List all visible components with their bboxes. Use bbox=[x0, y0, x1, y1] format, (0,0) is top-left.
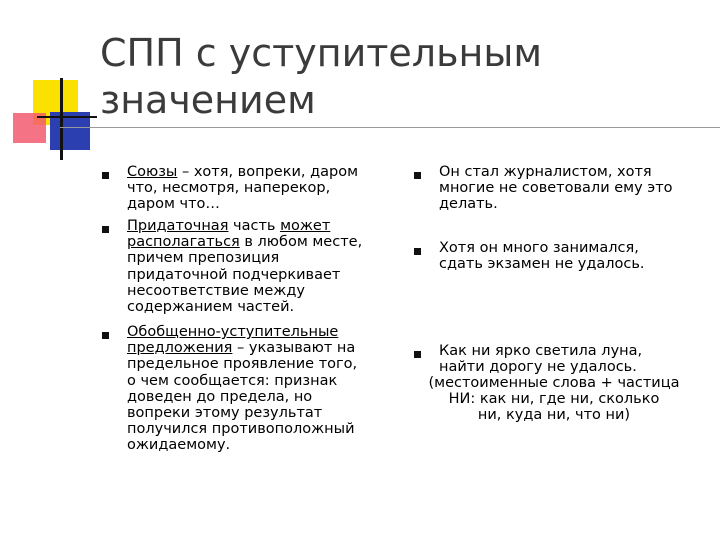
title-line-2: значением bbox=[100, 78, 316, 122]
text: делать. bbox=[439, 196, 498, 213]
text: Хотя он много занимался, bbox=[439, 240, 639, 256]
title-underline bbox=[60, 127, 720, 128]
text: многие не советовали ему это bbox=[439, 180, 673, 197]
text: (местоименные слова + частица bbox=[428, 375, 680, 391]
text: часть bbox=[228, 218, 281, 234]
slide-title bbox=[100, 30, 700, 124]
text: – указывают на bbox=[232, 340, 356, 357]
text: найти дорогу не удалось. bbox=[439, 359, 637, 376]
text: вопреки этому результат bbox=[127, 405, 323, 422]
right-item-1 bbox=[439, 164, 673, 213]
text: Он стал журналистом, хотя bbox=[439, 164, 652, 180]
text: причем препозиция bbox=[127, 250, 280, 267]
text: в любом месте, bbox=[239, 234, 363, 251]
text: содержанием частей. bbox=[127, 299, 295, 316]
keyword: располагаться bbox=[127, 234, 240, 251]
keyword: может bbox=[280, 218, 331, 234]
bullet-icon bbox=[102, 332, 109, 339]
text: несоответствие между bbox=[127, 282, 305, 299]
keyword: Обобщенно-уступительные bbox=[127, 324, 339, 340]
text: ожидаемому. bbox=[127, 437, 231, 454]
bullet-icon bbox=[414, 351, 421, 358]
text: предельное проявление того, bbox=[127, 356, 358, 373]
text: что, несмотря, наперекор, bbox=[127, 180, 331, 197]
text: даром что… bbox=[127, 196, 220, 213]
bullet-icon bbox=[102, 226, 109, 233]
text: доведен до предела, но bbox=[127, 388, 313, 405]
decor-short-line bbox=[37, 116, 97, 118]
bullet-icon bbox=[414, 248, 421, 255]
left-item-1 bbox=[127, 164, 358, 213]
bullet-icon bbox=[102, 172, 109, 179]
keyword: Союзы bbox=[127, 164, 178, 180]
keyword: Придаточная bbox=[127, 218, 229, 234]
decor-vertical-line bbox=[60, 78, 63, 160]
text: НИ: как ни, где ни, сколько bbox=[448, 391, 660, 408]
text: ни, куда ни, что ни) bbox=[477, 407, 631, 424]
right-item-3-note bbox=[409, 375, 699, 424]
left-item-2 bbox=[127, 218, 362, 315]
text: Как ни ярко светила луна, bbox=[439, 343, 643, 359]
text: – хотя, вопреки, даром bbox=[177, 164, 359, 180]
text: о чем сообщается: признак bbox=[127, 372, 338, 389]
text: придаточной подчеркивает bbox=[127, 266, 341, 283]
text: получился противоположный bbox=[127, 421, 355, 438]
right-item-2 bbox=[439, 240, 645, 272]
text: сдать экзамен не удалось. bbox=[439, 256, 645, 273]
keyword: предложения bbox=[127, 340, 233, 357]
title-line-1: СПП с уступительным bbox=[100, 31, 542, 75]
right-item-3 bbox=[439, 343, 642, 375]
bullet-icon bbox=[414, 172, 421, 179]
left-item-3 bbox=[127, 324, 357, 454]
